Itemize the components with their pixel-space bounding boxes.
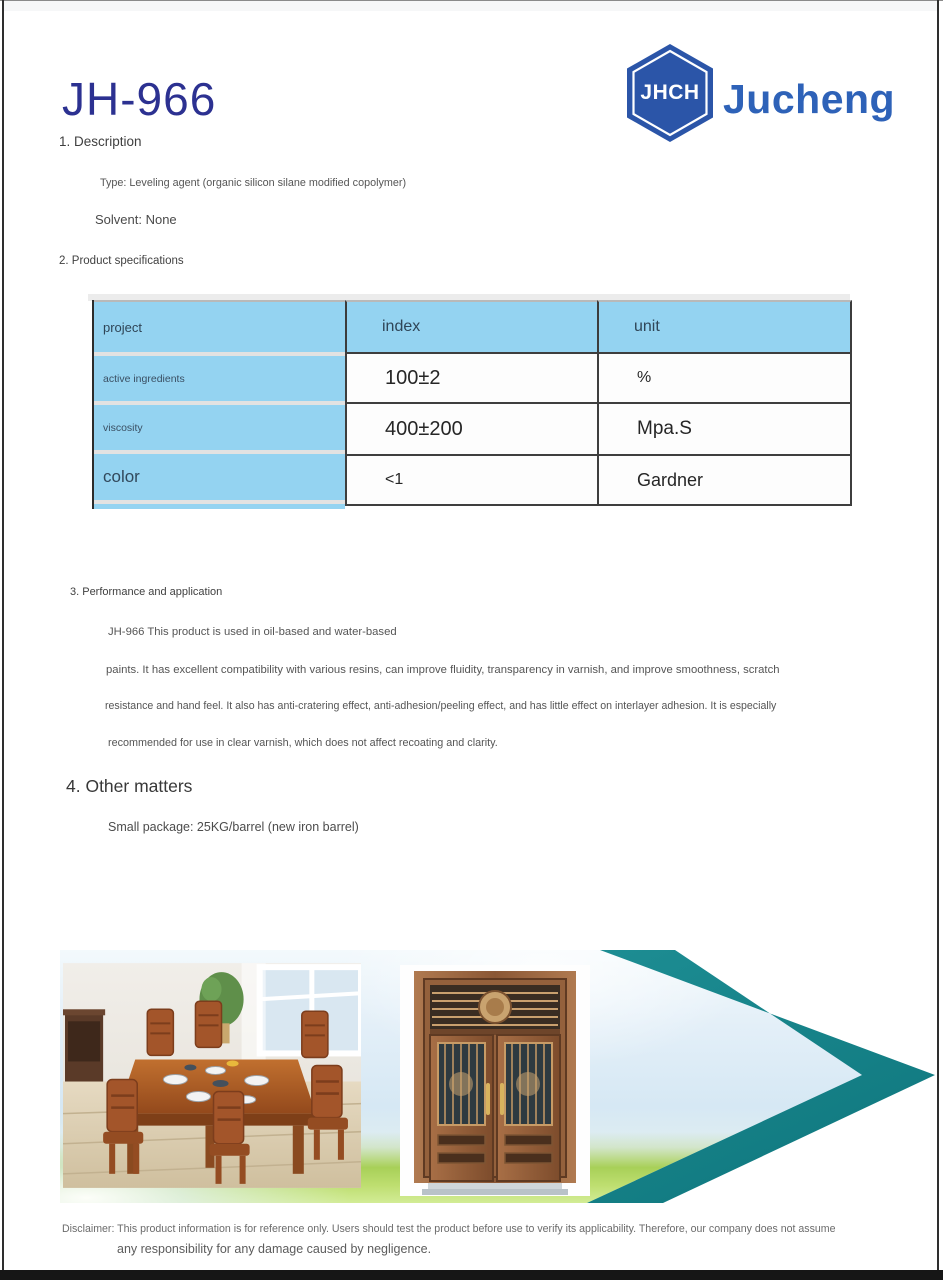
scan-border-bottom <box>0 1270 943 1280</box>
performance-text-line: paints. It has excellent compatibility with various resins, can improve fluidity, transparency in varnish, and improve smoothness, scratch <box>106 664 780 676</box>
package-line: Small package: 25KG/barrel (new iron barrel) <box>108 820 359 834</box>
table-header-index: index <box>345 300 599 352</box>
section-specifications-heading: 2. Product specifications <box>59 255 184 267</box>
performance-text-line: resistance and hand feel. It also has anti-cratering effect, anti-adhesion/peeling effect, and has little effect on interlayer adhesion. It is especially <box>105 700 777 712</box>
table-header-project: project <box>93 300 345 352</box>
table-header-unit: unit <box>597 300 852 352</box>
table-cell-index: 400±200 <box>345 402 599 456</box>
disclaimer-line: any responsibility for any damage caused by negligence. <box>117 1242 432 1256</box>
table-left-border <box>92 300 94 509</box>
dining-table-set-photo <box>63 963 361 1188</box>
scan-top-tint <box>3 1 937 11</box>
logo-badge-text: JHCH <box>640 81 700 104</box>
type-line: Type: Leveling agent (organic silicon silane modified copolymer) <box>100 177 407 189</box>
table-cell-unit: Gardner <box>597 454 852 506</box>
promo-banner <box>60 950 938 1205</box>
table-cell-index: 100±2 <box>345 352 599 404</box>
performance-text-line: recommended for use in clear varnish, which does not affect recoating and clarity. <box>108 737 498 749</box>
section-description-heading: 1. Description <box>59 134 142 149</box>
scan-border-top <box>0 0 943 1</box>
solvent-line: Solvent: None <box>95 212 177 227</box>
copper-double-door-photo <box>400 965 590 1196</box>
section-other-matters-heading: 4. Other matters <box>66 776 193 796</box>
scan-border-left <box>2 0 4 1271</box>
disclaimer-line: Disclaimer: This product information is for reference only. Users should test the product before use to verify its applicability. Therefore, our company does not assume <box>62 1223 836 1235</box>
table-cell-index: <1 <box>345 454 599 506</box>
company-name: Jucheng <box>723 76 896 122</box>
page-title: JH-966 <box>62 73 217 125</box>
table-cell-unit: % <box>597 352 852 404</box>
table-column-sliver <box>93 504 345 509</box>
performance-text-line: JH-966 This product is used in oil-based and water-based <box>108 626 397 638</box>
table-row-label: viscosity <box>93 405 355 450</box>
table-row-label: color <box>93 454 355 500</box>
table-cell-unit: Mpa.S <box>597 402 852 456</box>
section-performance-heading: 3. Performance and application <box>70 586 223 598</box>
table-row-label: active ingredients <box>93 356 355 401</box>
